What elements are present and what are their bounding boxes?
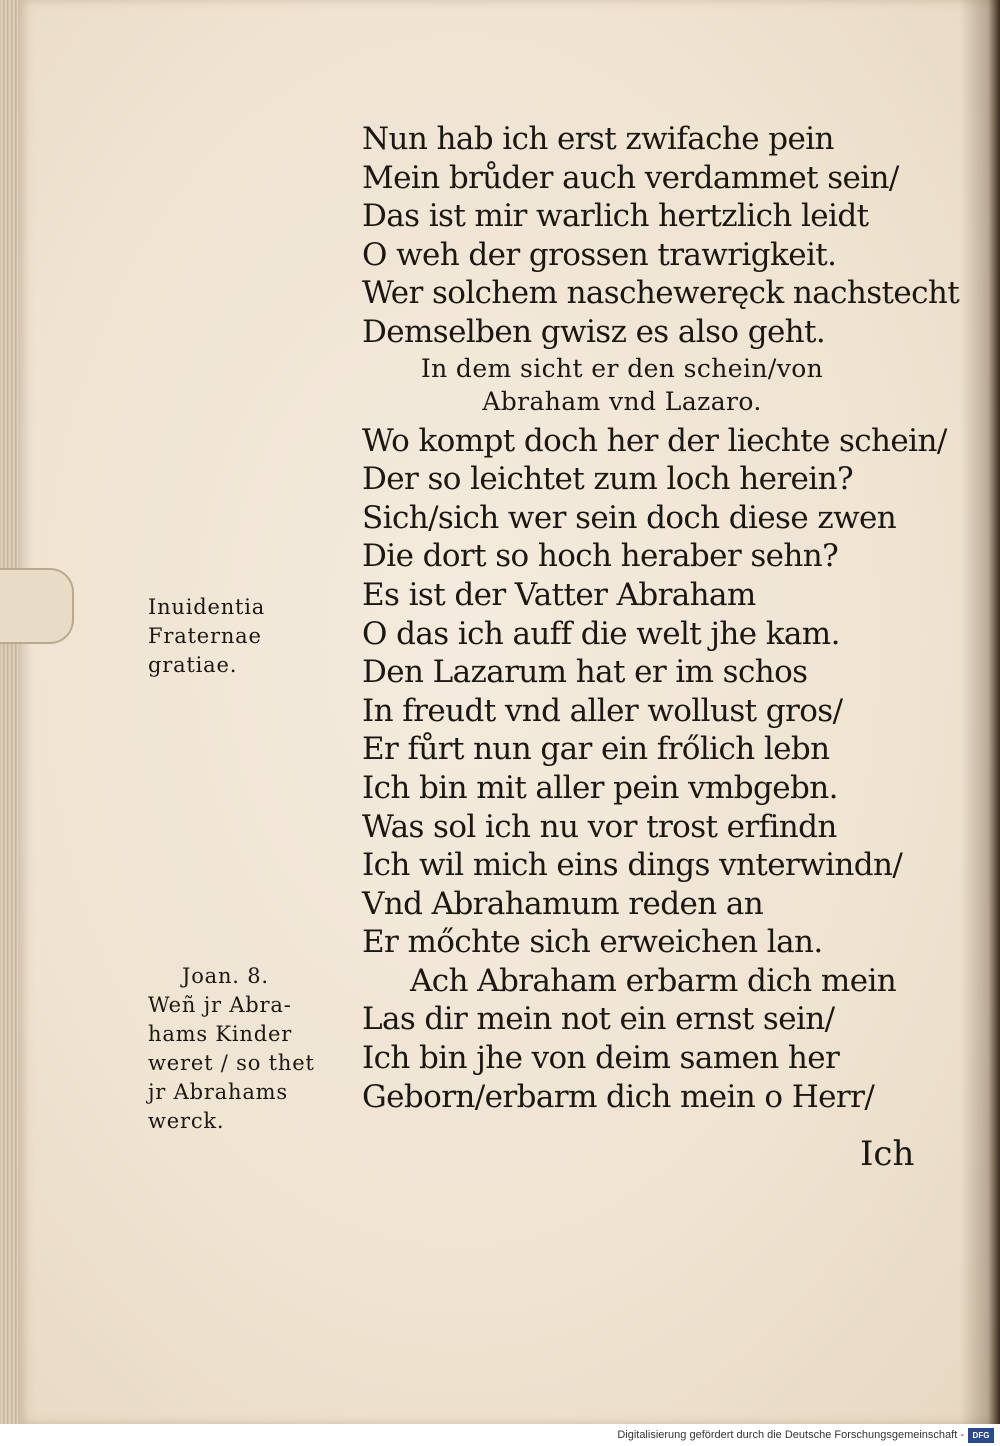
- margin-note-line: Weñ jr Abra-: [148, 993, 292, 1017]
- catchword: Ich: [860, 1134, 915, 1174]
- text-line: Mein brůder auch verdammet sein/: [362, 159, 899, 196]
- text-line: Ich wil mich eins dings vnterwindn/: [362, 847, 903, 884]
- page-gutter-shadow: [960, 0, 1000, 1424]
- text-line: Wer solchem nascheweręck nachstecht: [362, 275, 960, 312]
- text-line: Den Lazarum hat er im schos: [362, 654, 808, 691]
- text-line: Er mőchte sich erweichen lan.: [362, 924, 823, 961]
- text-line: Was sol ich nu vor trost erfindn: [362, 808, 837, 845]
- text-line: Das ist mir warlich hertzlich leidt: [362, 198, 869, 235]
- text-line: Der so leichtet zum loch herein?: [362, 461, 853, 498]
- margin-note-line: werck.: [148, 1109, 225, 1133]
- margin-note-inuidentia: [148, 593, 354, 680]
- section-heading-line: In dem sicht er den schein/von: [420, 353, 824, 383]
- margin-note-line: Fraternae: [148, 624, 262, 648]
- text-line: Ich bin mit aller pein vmbgebn.: [362, 769, 838, 806]
- text-line: Die dort so hoch heraber sehn?: [362, 538, 839, 575]
- dfg-logo-icon: DFG: [968, 1428, 994, 1443]
- margin-note-line: weret / so thet: [148, 1051, 315, 1075]
- margin-note-line: hams Kinder: [148, 1022, 293, 1046]
- margin-note-line: Joan. 8.: [182, 964, 269, 988]
- text-line: Nun hab ich erst zwifache pein: [362, 121, 834, 157]
- text-line: In freudt vnd aller wollust gros/: [362, 692, 843, 729]
- text-line: Geborn/erbarm dich mein o Herr/: [362, 1078, 875, 1115]
- text-line: Sich/sich wer sein doch diese zwen: [362, 499, 897, 536]
- text-line: Er fůrt nun gar ein frőlich lebn: [362, 731, 830, 768]
- text-line-indented: Ach Abraham erbarm dich mein: [410, 962, 897, 999]
- margin-note-line: gratiae.: [148, 653, 238, 677]
- text-line: O das ich auff die welt jhe kam.: [362, 615, 840, 652]
- text-line: Las dir mein not ein ernst sein/: [362, 1001, 835, 1038]
- main-text-block: [362, 120, 960, 1116]
- page-tab: [0, 568, 74, 644]
- margin-note-line: jr Abrahams: [148, 1080, 288, 1104]
- text-line: Demselben gwisz es also geht.: [362, 313, 826, 350]
- digitization-footer: [0, 1424, 1000, 1446]
- margin-note-joan: [148, 962, 354, 1136]
- text-line: Ich bin jhe von deim samen her: [362, 1040, 840, 1077]
- margin-note-line: Inuidentia: [148, 595, 266, 619]
- footer-credit-text: Digitalisierung gefördert durch die Deutsche Forschungsgemeinschaft -: [617, 1429, 964, 1441]
- page-stack-edge: [0, 0, 20, 1424]
- text-line: Es ist der Vatter Abraham: [362, 576, 756, 613]
- text-line: Wo kompt doch her der liechte schein/: [362, 422, 947, 459]
- section-heading-line: Abraham vnd Lazaro.: [482, 386, 762, 416]
- text-line: Vnd Abrahamum reden an: [362, 885, 764, 922]
- text-line: O weh der grossen trawrigkeit.: [362, 236, 837, 273]
